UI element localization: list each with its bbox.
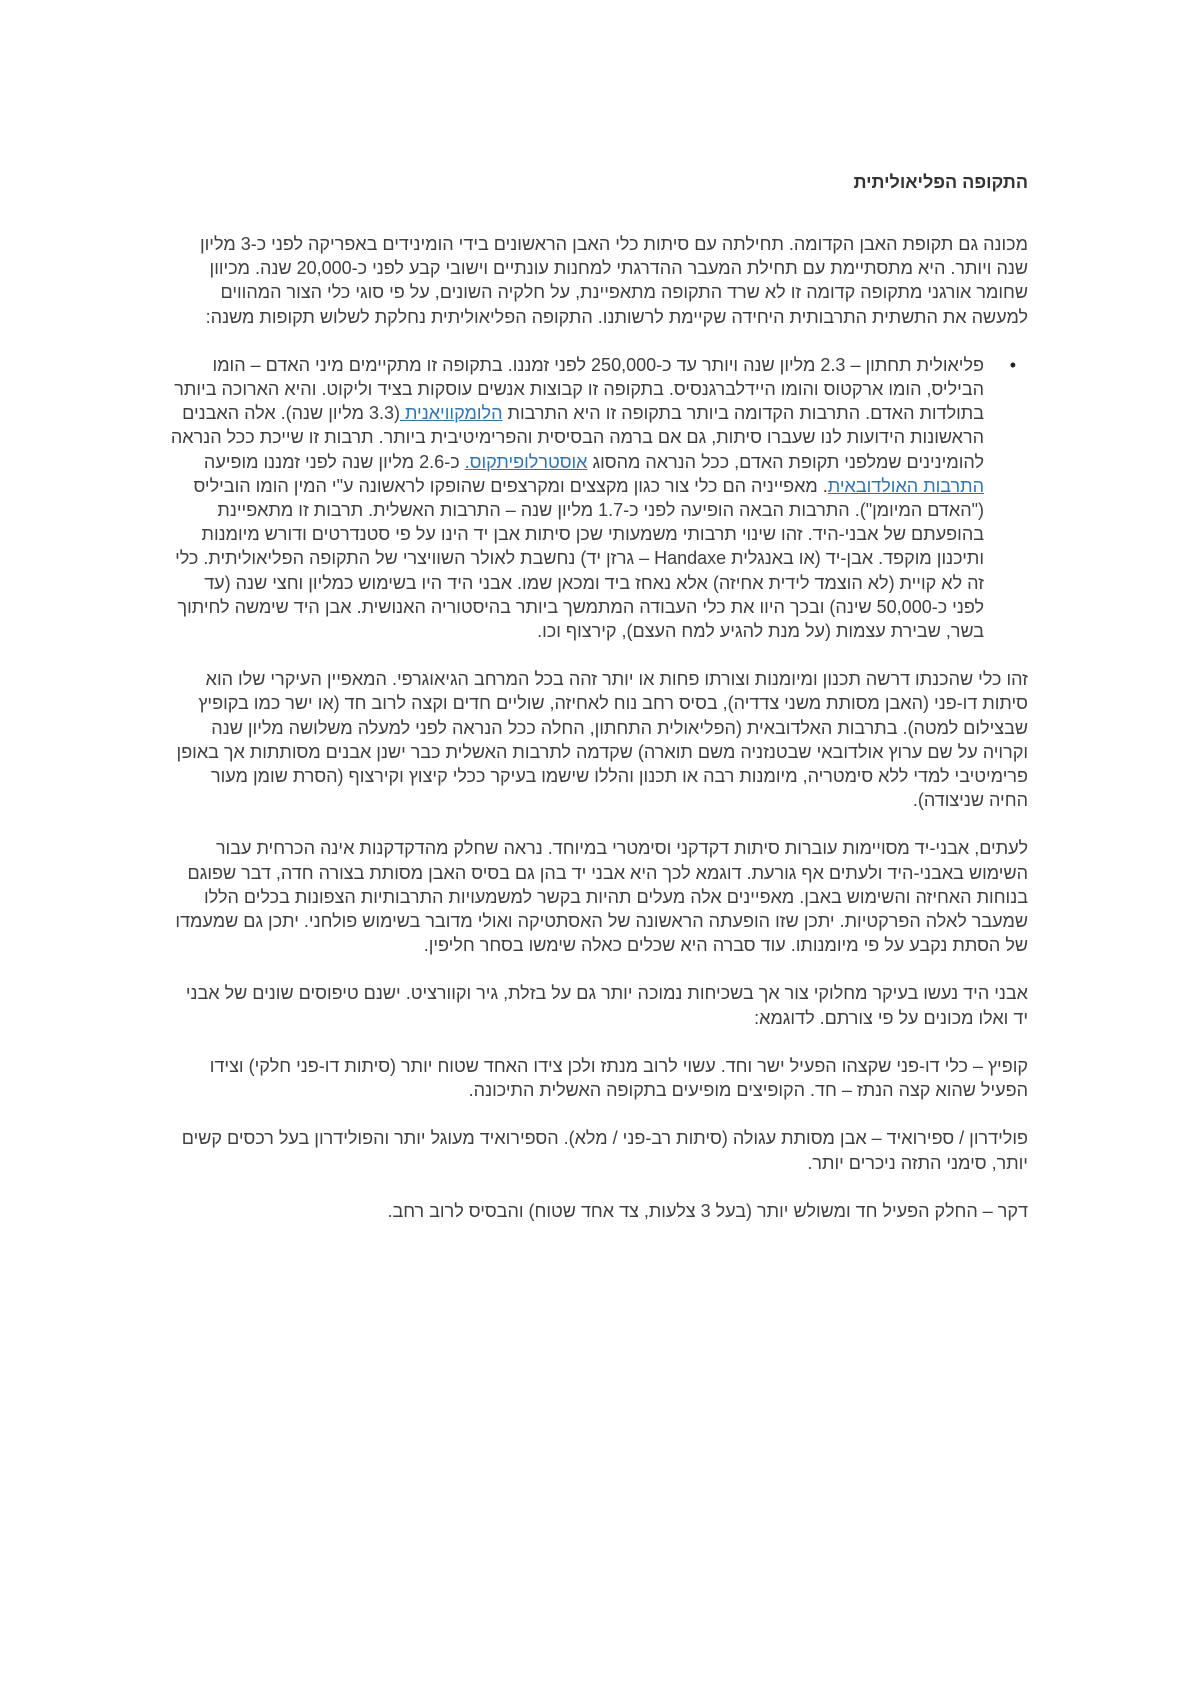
subperiods-list — [170, 353, 1028, 643]
document-title: התקופה הפליאוליתית — [853, 172, 1028, 192]
lomekwian-link[interactable]: הלומקוויאנית — [399, 403, 503, 424]
list-item — [170, 353, 1028, 643]
paragraph: זהו כלי שהכנתו דרשה תכנון ומיומנות וצורתו פחות או יותר זהה בכל המרחב הגיאוגרפי. המאפיין העיקרי שלו הוא סיתות דו-פני (האבן מסותת משני צדדיה), בסיס רחב נוח לאחיזה, שוליים חדים וקצה לרוב חד (או ישר כמו בקופיץ שבצילום למטה). בתרבות האלדובאית (הפליאולית התחתון, החלה ככל הנראה לפני למעלה משלושה מליון שנה וקרויה על שם ערוץ אולדובאי שבטנזניה משם תוארה) שקדמה לתרבות האשלית כבר ישנן אבנים מסותתות אך באופן פרימיטיבי למדי ללא סימטריה, מיומנות רבה או תכנון והללו שישמו בעיקר ככלי קיצוץ וקירצוף (הסרת שומן מעור החיה שניצודה). — [176, 669, 1028, 811]
list-item-text-part: פליאולית תחתון – 2.3 מליון שנה ויותר עד כ-250,000 לפני זמננו. בתקופה זו מתקיימים מיני האדם – הומו הביליס, הומו ארקטוס והומו היידלברגנסיס. בתקופה זו קבוצות אנשים עוסקות בציד וליקוט. והיא הארוכה ביותר בתולדות האדם. התרבות הקדומה ביותר בתקופה זו היא התרבות — [174, 354, 984, 424]
list-item-text-part: כ-2.6 מליון שנה לפני זמננו מופיעה — [203, 451, 465, 472]
list-item-text-part: . מאפייניה הם כלי צור כגון מקצצים ומקרצפים שהופקו לראשונה ע"י המין הומו הוביליס ("האדם המיומן"). התרבות הבאה הופיעה לפני כ-1.7 מליון שנה – התרבות האשלית. תרבות זו מתאפיינת בהופעתם של אבני-היד. זהו שינוי תרבותי משמעותי שכן סיתות אבן יד הינו על פי סטנדרטים ודורש מיומנות ותיכנון מוקפד. אבן-יד (או באנגלית Handaxe – גרזן יד) נחשבת לאולר השוויצרי של התקופה הפליאוליתית. כלי זה לא קויית (לא הוצמד לידית אחיזה) אלא נאחז ביד ומכאן שמו. אבני היד היו בשימוש כמליון וחצי שנה (עד לפני כ-50,000 שינה) ובכך היוו את כלי העבודה המתמשך ביותר בהיסטוריה האנושית. אבן היד שימשה לחיתוך בשר, שבירת עצמות (על מנת להגיע למח העצם), קירצוף וכו. — [175, 475, 984, 642]
oldowan-culture-link[interactable]: התרבות האולדובאית — [827, 475, 984, 496]
list-item-text-part: (3.3 מליון שנה). אלה האבנים הראשונות הידועות לנו שעברו סיתות, גם אם ברמה הבסיסית והפרימיטיבית ביותר. תרבות זו שייכת ככל הנראה להומינינים שמלפני תקופת האדם, ככל הנראה מהסוג — [170, 403, 984, 472]
paragraph: פולידרון / ספירואיד – אבן מסותת עגולה (סיתות רב-פני / מלא). הספירואיד מעוגל יותר והפולידרון בעל רכסים קשים יותר, סימני התזה ניכרים יותר. — [181, 1128, 1028, 1173]
bullet-icon: • — [1009, 354, 1016, 375]
paragraph: קופיץ – כלי דו-פני שקצהו הפעיל ישר וחד. עשוי לרוב מנתז ולכן צידו האחד שטוח יותר (סיתות דו-פני חלקי) וצידו הפעיל שהוא קצה הנתז – חד. הקופיצים מופיעים בתקופה האשלית התיכונה. — [209, 1055, 1028, 1101]
paragraph: דקר – החלק הפעיל חד ומשולש יותר (בעל 3 צלעות, צד אחד שטוח) והבסיס לרוב רחב. — [387, 1200, 1028, 1221]
paragraph: לעתים, אבני-יד מסויימות עוברות סיתות דקדקני וסימטרי במיוחד. נראה שחלק מהדקדקנות אינה הכרחית עבור השימוש באבני-היד ולעתים אף גורעת. דוגמא לכך היא אבני יד בהן גם בסיס האבן מסותת בצורה חדה, דבר שפוגם בנוחות האחיזה והשימוש באבן. מאפיינים אלה מעלים תהיות בקשר למשמעויות התרבותיות הצפונות בכלים הללו שמעבר לאלה הפרקטיות. יתכן שזו הופעתה הראשונה של האסתטיקה ואולי מדובר בשימוש פולחני. יתכן גם שמעמדו של הסתת נקבע על פי מיומנותו. עוד סברה היא שכלים כאלה שימשו בסחר חליפין. — [175, 838, 1028, 956]
australopithecus-link[interactable]: אוסטרלופיתקוס. — [464, 451, 588, 472]
intro-paragraph: מכונה גם תקופת האבן הקדומה. תחילתה עם סיתות כלי האבן הראשונים בידי הומינידים באפריקה לפני כ-3 מליון שנה ויותר. היא מתסתיימת עם תחילת המעבר ההדרגתי למחנות עונתיים וישובי קבע לפני כ-20,000 שנה. מכיוון שחומר אורגני מתקופה קדומה זו לא שרד התקופה מתאפיינת, על חלקיה השונים, על פי סוגי כלי הצור המהווים למעשה את התשתית התרבותית היחידה שקיימת לרשותנו. התקופה הפליאוליתית נחלקת לשלוש תקופות משנה: — [199, 234, 1028, 327]
paragraph: אבני היד נעשו בעיקר מחלוקי צור אך בשכיחות נמוכה יותר גם על בזלת, גיר וקוורציט. ישנם טיפוסים שונים של אבני יד ואלו מכונים על פי צורתם. לדוגמא: — [185, 983, 1028, 1028]
document-page — [170, 170, 1028, 1247]
